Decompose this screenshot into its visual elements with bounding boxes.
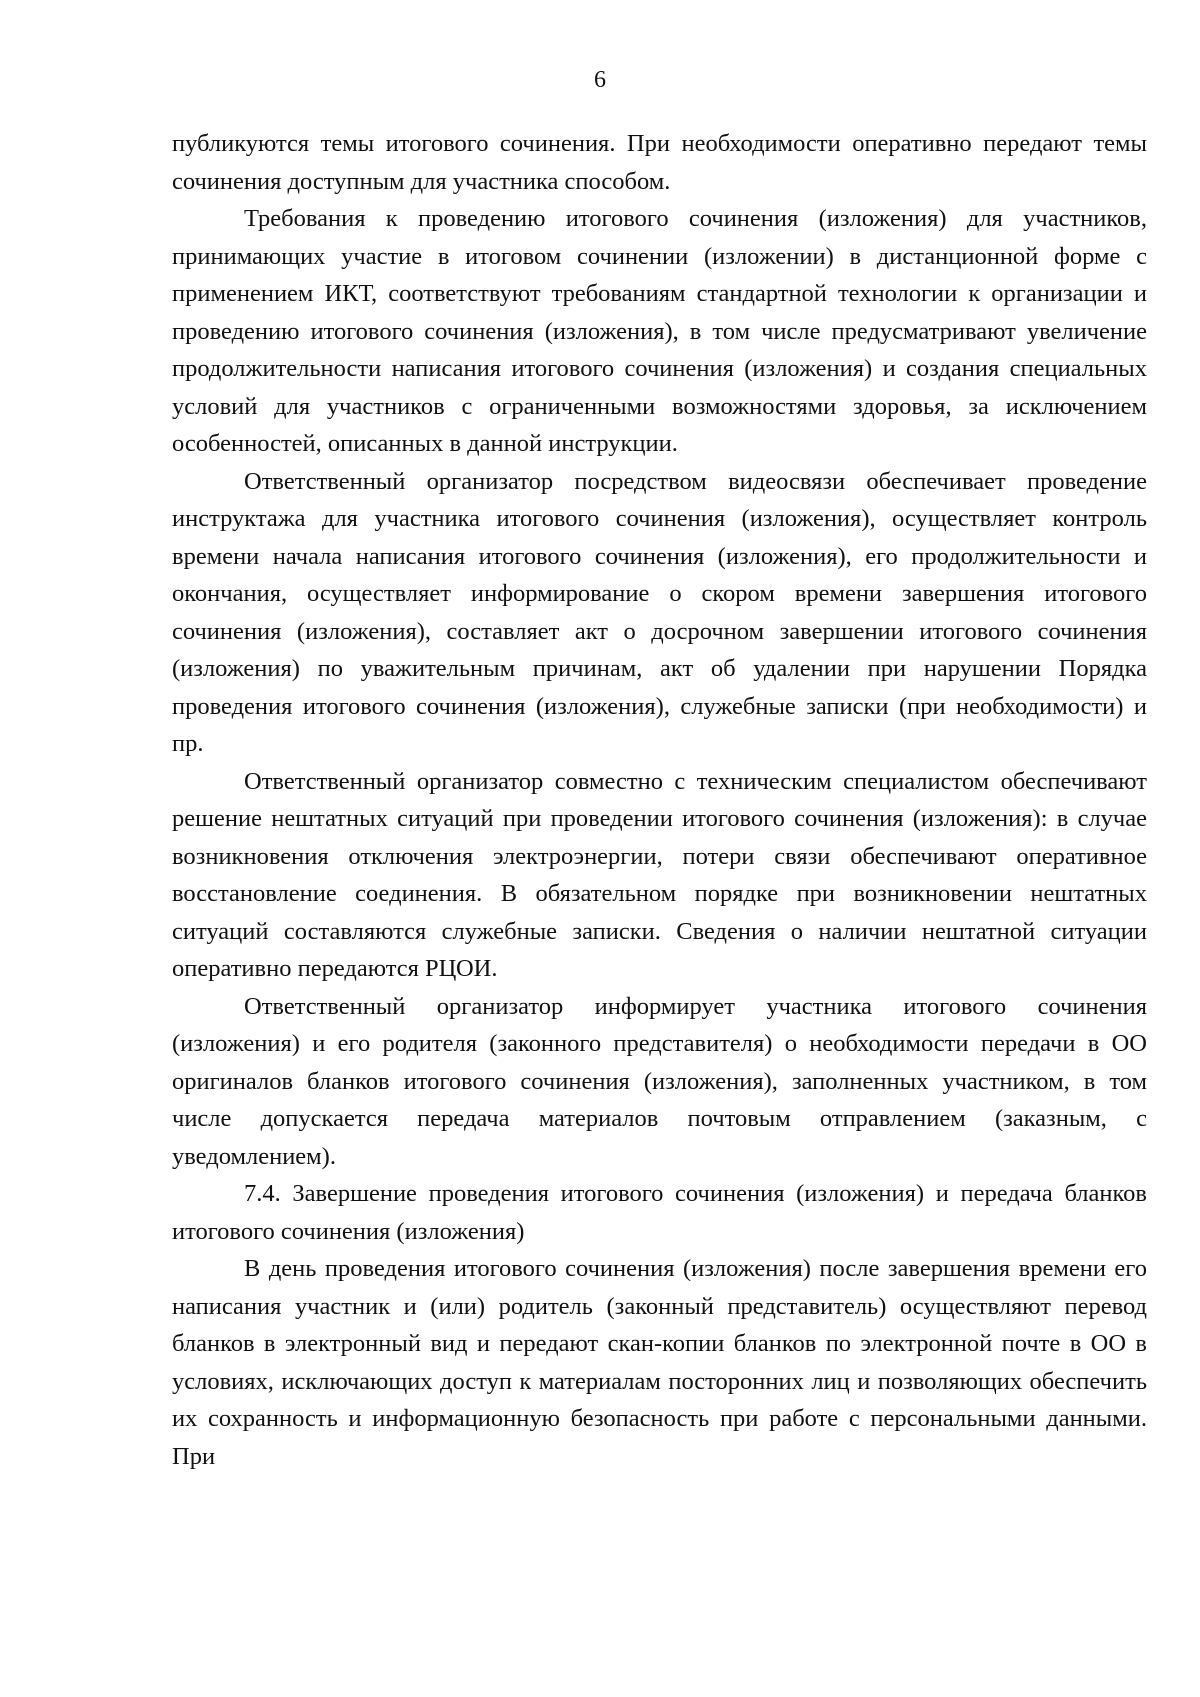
section-heading-7-4: 7.4. Завершение проведения итогового сочинения (изложения) и передача бланков итогового сочинения (изложения) bbox=[172, 1180, 1147, 1245]
document-body bbox=[172, 125, 1147, 1475]
paragraph-requirements: Требования к проведению итогового сочинения (изложения) для участников, принимающих участие в итоговом сочинении (изложении) в дистанционной форме с применением ИКТ, соответствуют требованиям стандартной технологии к организации и проведению итогового сочинения (изложения), в том числе предусматривают увеличение продолжительности написания итогового сочинения (изложения) и создания специальных условий для участников с ограниченными возможностями здоровья, за исключением особенностей, описанных в данной инструкции. bbox=[172, 205, 1147, 457]
page-number: 6 bbox=[594, 67, 606, 93]
paragraph-emergency-situations: Ответственный организатор совместно с техническим специалистом обеспечивают решение нештатных ситуаций при проведении итогового сочинения (изложения): в случае возникновения отключения электроэнергии, потери связи обеспечивают оперативное восстановление соединения. В обязательном порядке при возникновении нештатных ситуаций составляются служебные записки. Сведения о наличии нештатной ситуации оперативно передаются РЦОИ. bbox=[172, 767, 1147, 982]
paragraph-continuation: публикуются темы итогового сочинения. При необходимости оперативно передают темы сочинения доступным для участника способом. bbox=[172, 130, 1147, 195]
paragraph-originals-transfer: Ответственный организатор информирует участника итогового сочинения (изложения) и его родителя (законного представителя) о необходимости передачи в ОО оригиналов бланков итогового сочинения (изложения), заполненных участником, в том числе допускается передача материалов почтовым отправлением (заказным, с уведомлением). bbox=[172, 992, 1147, 1170]
paragraph-organizer-duties: Ответственный организатор посредством видеосвязи обеспечивает проведение инструктажа для участника итогового сочинения (изложения), осуществляет контроль времени начала написания итогового сочинения (изложения), его продолжительности и окончания, осуществляет информирование о скором времени завершения итогового сочинения (изложения), составляет акт о досрочном завершении итогового сочинения (изложения) по уважительным причинам, акт об удалении при нарушении Порядка проведения итогового сочинения (изложения), служебные записки (при необходимости) и пр. bbox=[172, 467, 1147, 757]
paragraph-scan-transfer: В день проведения итогового сочинения (изложения) после завершения времени его написания участник и (или) родитель (законный представитель) осуществляют перевод бланков в электронный вид и передают скан-копии бланков по электронной почте в ОО в условиях, исключающих доступ к материалам посторонних лиц и позволяющих обеспечить их сохранность и информационную безопасность при работе с персональными данными. При bbox=[172, 1255, 1147, 1470]
